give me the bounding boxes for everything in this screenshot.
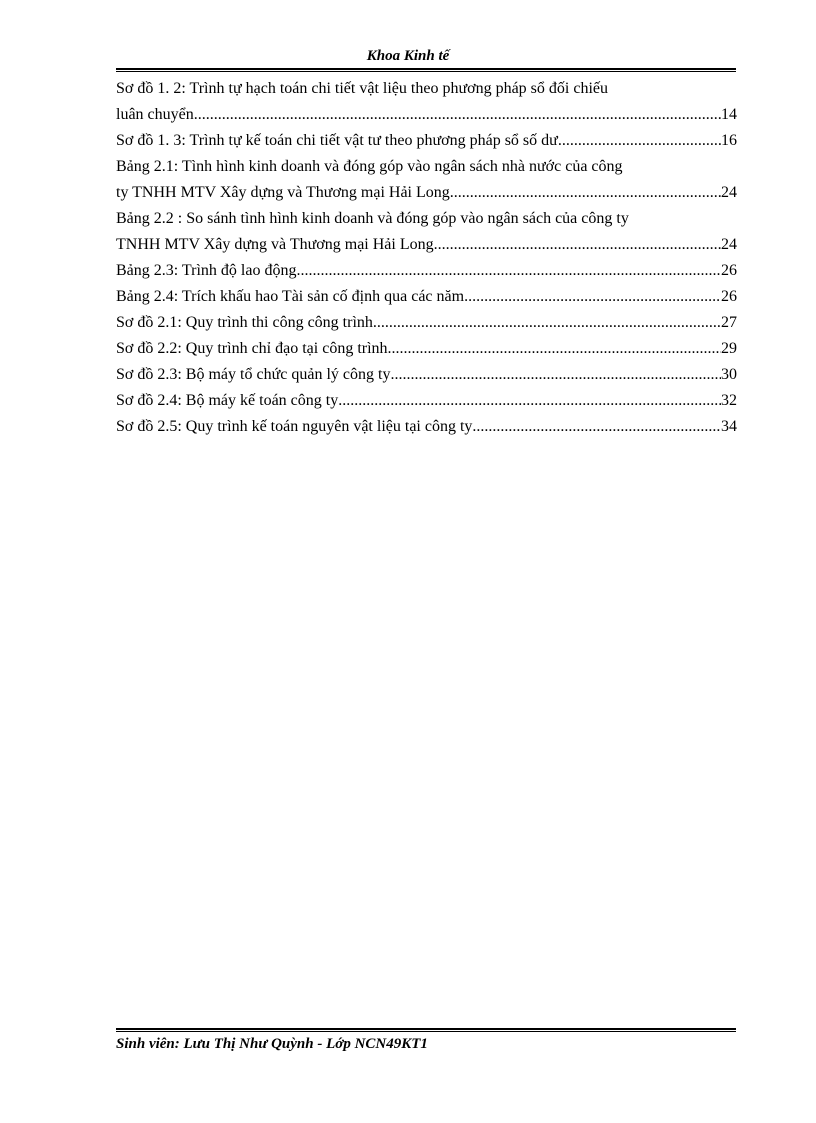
table-of-figures	[116, 76, 737, 440]
dot-leader	[434, 232, 721, 258]
toc-entry-last-line	[116, 414, 737, 440]
toc-entry-text-line: Bảng 2.2 : So sánh tình hình kinh doanh và đóng góp vào ngân sách của công ty	[116, 210, 629, 227]
toc-page-number: 27	[721, 314, 737, 331]
toc-entry[interactable]	[116, 258, 737, 284]
dot-leader	[296, 258, 721, 284]
toc-entry[interactable]	[116, 76, 737, 128]
toc-entry-last-line	[116, 284, 737, 310]
toc-page-number: 16	[721, 132, 737, 149]
toc-entry-last-line	[116, 232, 737, 258]
dot-leader	[338, 388, 721, 414]
header-title: Khoa Kinh tế	[366, 48, 450, 64]
dot-leader	[390, 362, 721, 388]
toc-entry-title: TNHH MTV Xây dựng và Thương mại Hải Long	[116, 236, 434, 253]
toc-entry[interactable]	[116, 310, 737, 336]
toc-page-number: 26	[721, 262, 737, 279]
toc-page-number: 14	[721, 106, 737, 123]
header-divider	[116, 68, 736, 72]
toc-entry-title: Sơ đồ 2.3: Bộ máy tổ chức quản lý công ty	[116, 366, 391, 383]
toc-entry-title: Sơ đồ 2.2: Quy trình chỉ đạo tại công trình	[116, 340, 388, 357]
toc-page-number: 26	[721, 288, 737, 305]
toc-entry-last-line	[116, 310, 737, 336]
toc-entry[interactable]	[116, 128, 737, 154]
toc-entry-last-line	[116, 388, 737, 414]
toc-entry-last-line	[116, 258, 737, 284]
toc-entry-last-line	[116, 102, 737, 128]
toc-page-number: 30	[721, 366, 737, 383]
footer-text: Sinh viên: Lưu Thị Như Quỳnh - Lớp NCN49KT1	[116, 1036, 428, 1052]
toc-page-number: 32	[721, 392, 737, 409]
toc-entry[interactable]	[116, 362, 737, 388]
toc-entry[interactable]	[116, 284, 737, 310]
toc-entry-title: Bảng 2.4: Trích khấu hao Tài sản cố định qua các năm	[116, 288, 465, 305]
toc-entry[interactable]	[116, 336, 737, 362]
toc-entry-title: ty TNHH MTV Xây dựng và Thương mại Hải Long	[116, 184, 450, 201]
toc-entry-text-line: Sơ đồ 1. 2: Trình tự hạch toán chi tiết vật liệu theo phương pháp sổ đối chiếu	[116, 80, 608, 97]
toc-page-number: 24	[721, 236, 737, 253]
toc-entry[interactable]	[116, 154, 737, 206]
toc-entry-title: Sơ đồ 2.4: Bộ máy kế toán công ty	[116, 392, 339, 409]
dot-leader	[388, 336, 721, 362]
toc-entry-last-line	[116, 128, 737, 154]
toc-entry-text-line: Bảng 2.1: Tình hình kinh doanh và đóng góp vào ngân sách nhà nước của công	[116, 158, 623, 175]
toc-entry-title: Bảng 2.3: Trình độ lao động	[116, 262, 297, 279]
toc-entry-last-line	[116, 336, 737, 362]
dot-leader	[373, 310, 721, 336]
dot-leader	[450, 180, 721, 206]
dot-leader	[558, 128, 721, 154]
toc-page-number: 24	[721, 184, 737, 201]
dot-leader	[464, 284, 721, 310]
toc-entry-title: Sơ đồ 2.5: Quy trình kế toán nguyên vật liệu tại công ty	[116, 418, 473, 435]
toc-entry-last-line	[116, 180, 737, 206]
toc-entry[interactable]	[116, 388, 737, 414]
toc-entry-title: Sơ đồ 1. 3: Trình tự kế toán chi tiết vật tư theo phương pháp sổ số dư	[116, 132, 558, 149]
dot-leader	[472, 414, 721, 440]
toc-page-number: 34	[721, 418, 737, 435]
toc-entry-title: luân chuyển	[116, 106, 194, 123]
dot-leader	[194, 102, 721, 128]
toc-entry[interactable]	[116, 414, 737, 440]
toc-entry-last-line	[116, 362, 737, 388]
toc-page-number: 29	[721, 340, 737, 357]
footer-divider	[116, 1028, 736, 1032]
toc-entry-title: Sơ đồ 2.1: Quy trình thi công công trình	[116, 314, 373, 331]
toc-entry[interactable]	[116, 206, 737, 258]
